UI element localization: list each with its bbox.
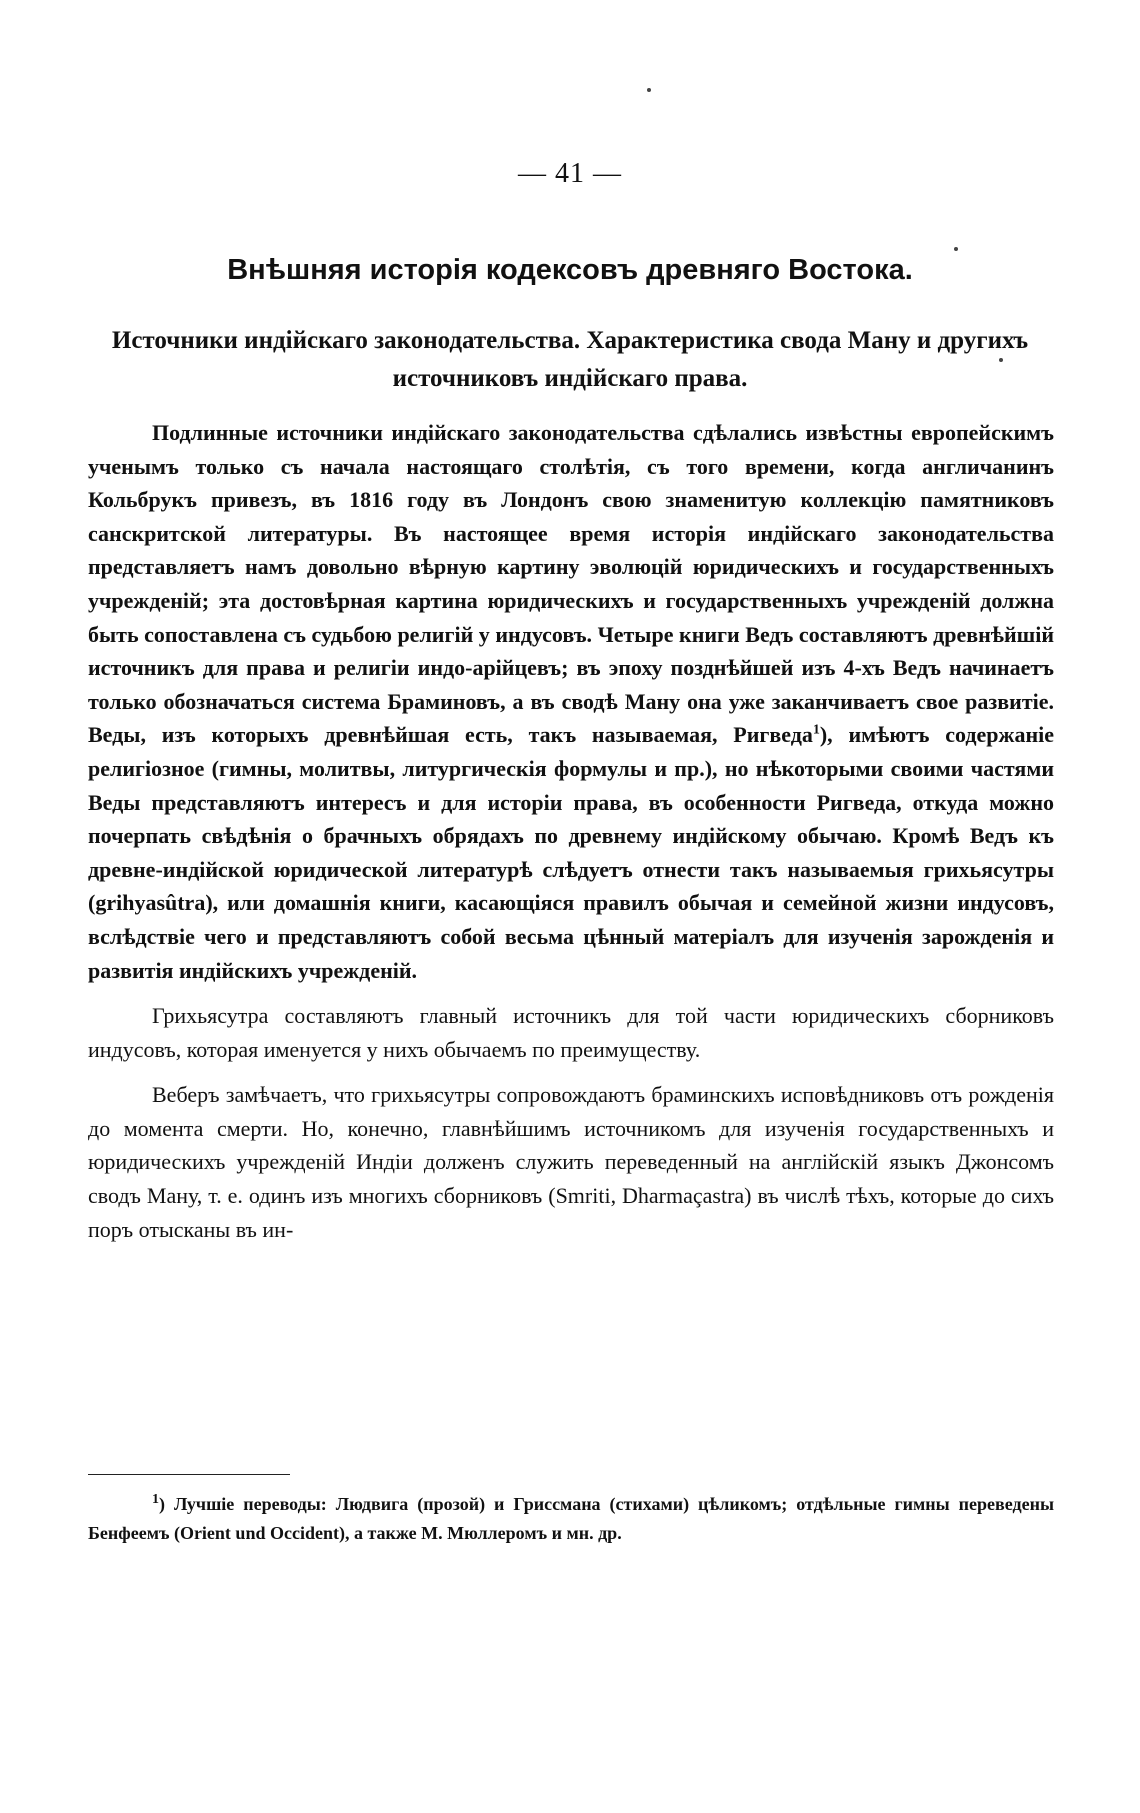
- scan-speck: [954, 247, 958, 251]
- scan-speck: [999, 358, 1003, 362]
- footnote-marker: 1: [152, 1492, 159, 1507]
- paragraph-3: Веберъ замѣчаетъ, что грихьясутры сопровождаютъ браминскихъ исповѣдниковъ отъ рожденія до момента смерти. Но, конечно, главнѣйшимъ источникомъ для изученія государственныхъ и юридическихъ учрежденій Индіи долженъ служить переведенный на англійскій языкъ Джонсомъ сводъ Ману, т. е. одинъ изъ многихъ сборниковъ (Smriti, Dharmaçastra) въ числѣ тѣхъ, которые до сихъ поръ отысканы въ ин-: [88, 1082, 1054, 1242]
- chapter-subtitle: Источники индійскаго законодательства. Характеристика свода Ману и другихъ источниковъ индійскаго права.: [111, 327, 1029, 392]
- body-text: [88, 416, 1054, 1258]
- footnote-text: [88, 1490, 1054, 1548]
- page-number: — 41 —: [518, 158, 622, 189]
- paragraph-1: [88, 416, 1054, 987]
- footnote: [88, 1490, 1054, 1548]
- chapter-title: Внѣшняя исторія кодексовъ древняго Востока.: [227, 254, 913, 286]
- paragraph-2: Грихьясутра составляютъ главный источникъ для той части юридическихъ сборниковъ индусовъ, которая именуется у нихъ обычаемъ по преимуществу.: [88, 1003, 1054, 1062]
- footnote-body: ) Лучшіе переводы: Людвига (прозой) и Гриссмана (стихами) цѣликомъ; отдѣльные гимны переведены Бенфеемъ (Orient und Occident), а также М. Мюллеромъ и мн. др.: [88, 1494, 1054, 1543]
- scan-speck: [647, 88, 651, 92]
- footnote-reference: 1: [812, 723, 820, 739]
- footnote-divider: [88, 1474, 290, 1475]
- paragraph-1-text-a: Подлинные источники индійскаго законодательства сдѣлались извѣстны европейскимъ ученымъ только съ начала настоящаго столѣтія, съ того времени, когда англичанинъ Кольбрукъ привезъ, въ 1816 году въ Лондонъ свою знаменитую коллекцію памятниковъ санскритской литературы. Въ настоящее время исторія индійскаго законодательства представляетъ намъ довольно вѣрную картину эволюцій юридическихъ и государственныхъ учрежденій; эта достовѣрная картина юридическихъ и государственныхъ учрежденій должна быть сопоставлена съ судьбою религій у индусовъ. Четыре книги Ведъ составляютъ древнѣйшій источникъ для права и религіи индо-арійцевъ; въ эпоху позднѣйшей изъ 4-хъ Ведъ начинаетъ только обозначаться система Браминовъ, а въ сводѣ Ману она уже заканчиваетъ свое развитіе. Веды, изъ которыхъ древнѣйшая есть, такъ называемая, Ригведа: [88, 420, 1054, 748]
- paragraph-1-text-b: ), имѣютъ содержаніе религіозное (гимны, молитвы, литургическія формулы и пр.), но нѣкоторыми своими частями Веды представляютъ интересъ и для исторіи права, въ особенности Ригведа, откуда можно почерпать свѣдѣнія о брачныхъ обрядахъ по древнему индійскому обычаю. Кромѣ Ведъ къ древне-индійской юридической литературѣ слѣдуетъ отнести такъ называемыя грихьясутры (grihyasûtra), или домашнія книги, касающіяся правилъ обычая и семейной жизни индусовъ, вслѣдствіе чего и представляютъ собой весьма цѣнный матеріалъ для изученія зарожденія и развитія индійскихъ учрежденій.: [88, 722, 1055, 983]
